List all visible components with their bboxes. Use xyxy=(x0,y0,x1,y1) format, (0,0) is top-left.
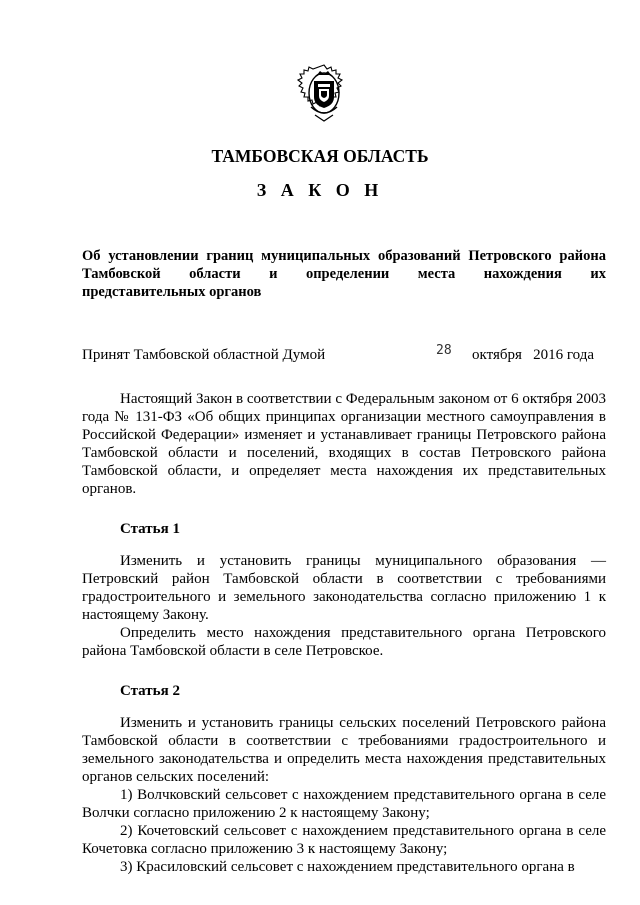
adoption-month-year: октября 2016 года xyxy=(472,347,595,363)
title-line: Об установлении границ муниципальных образований Петровского района xyxy=(82,248,606,264)
article-1-heading: Статья 1 xyxy=(120,521,180,537)
article-2-item: 2) Кочетовский сельсовет с нахождением представительного органа в селе Кочетовка согласно приложению 3 к настоящему Закону; xyxy=(82,823,606,857)
law-body xyxy=(82,390,606,876)
article-2-item: 1) Волчковский сельсовет с нахождением представительного органа в селе Волчки согласно приложению 2 к настоящему Закону; xyxy=(82,787,606,821)
article-1-paragraph: Изменить и установить границы муниципального образования — Петровский район Тамбовской области в соответствии с требованиями градостроительного и земельного законодательства согласно приложению 1 к настоящему Закону. xyxy=(82,553,606,623)
coat-of-arms-icon xyxy=(297,63,351,125)
title-line: Тамбовской области и определении места нахождения их xyxy=(82,266,606,282)
document-type: З А К О Н xyxy=(256,180,384,200)
adoption-line xyxy=(82,345,606,365)
article-2-item: 3) Красиловский сельсовет с нахождением представительного органа в xyxy=(120,859,575,875)
law-title xyxy=(82,247,606,301)
region-name: ТАМБОВСКАЯ ОБЛАСТЬ xyxy=(211,146,429,166)
article-2-paragraph: Изменить и установить границы сельских поселений Петровского района Тамбовской области в соответствии с требованиями градостроительного и земельного законодательства и определить места нахождения представительных органов сельских поселений: xyxy=(82,715,606,785)
preamble: Настоящий Закон в соответствии с Федеральным законом от 6 октября 2003 года № 131-ФЗ «Об общих принципах организации местного самоуправления в Российской Федерации» изменяет и устанавливает границы Петровского района Тамбовской области и поселений, входящих в состав Петровского района Тамбовской области, и определяет места нахождения их представительных органов. xyxy=(82,391,606,497)
article-2-heading: Статья 2 xyxy=(120,683,180,699)
title-line: представительных органов xyxy=(82,284,262,300)
adoption-label: Принят Тамбовской областной Думой xyxy=(82,347,326,363)
adoption-day: 28 xyxy=(436,343,452,358)
article-1-paragraph: Определить место нахождения представительного органа Петровского района Тамбовской области в селе Петровское. xyxy=(82,625,606,659)
